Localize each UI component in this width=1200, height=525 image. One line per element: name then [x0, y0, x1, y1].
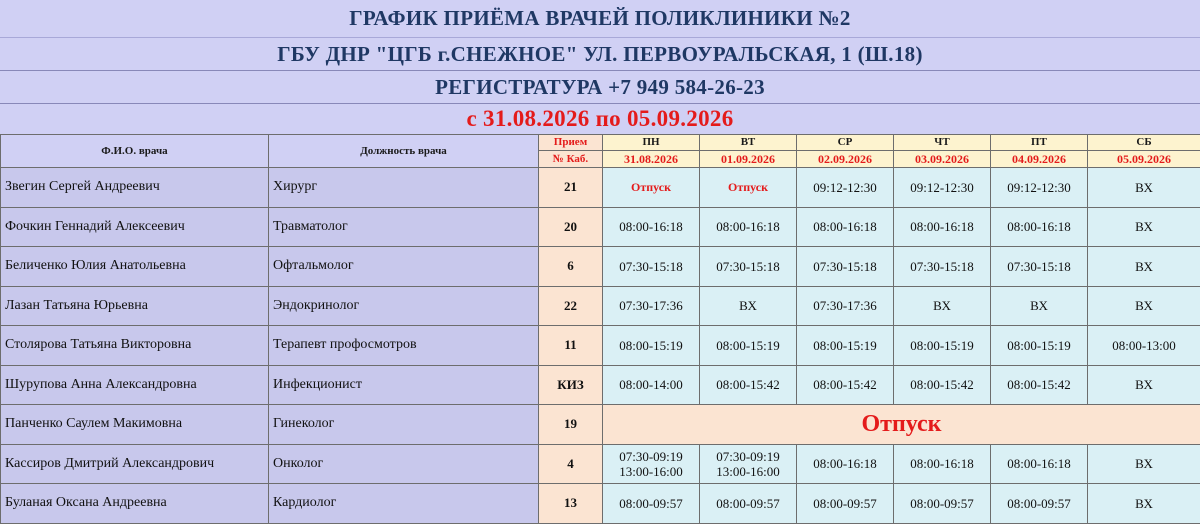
schedule-cell: 08:00-15:19 — [797, 326, 894, 366]
table-row — [1, 444, 1200, 484]
doctor-name: Панченко Саулем Макимовна — [1, 405, 269, 445]
doctor-position: Гинеколог — [269, 405, 539, 445]
schedule-cell: 08:00-15:19 — [700, 326, 797, 366]
registry-phone: РЕГИСТРАТУРА +7 949 584-26-23 — [0, 71, 1200, 104]
day-date: 31.08.2026 — [624, 152, 678, 166]
schedule-cell: 08:00-15:42 — [991, 365, 1088, 405]
day-name: СР — [797, 135, 893, 151]
schedule-cell: 08:00-15:19 — [603, 326, 700, 366]
schedule-cell: 08:00-16:18 — [894, 207, 991, 247]
schedule-cell: 08:00-16:18 — [991, 207, 1088, 247]
doctor-position: Инфекционист — [269, 365, 539, 405]
cabinet-number: 13 — [539, 484, 603, 524]
doctor-position: Травматолог — [269, 207, 539, 247]
cabinet-number: 22 — [539, 286, 603, 326]
day-date: 05.09.2026 — [1117, 152, 1171, 166]
schedule-cell: 08:00-16:18 — [797, 444, 894, 484]
schedule-cell — [700, 444, 797, 484]
schedule-cell: 08:00-15:19 — [894, 326, 991, 366]
clinic-address: ГБУ ДНР "ЦГБ г.СНЕЖНОЕ" УЛ. ПЕРВОУРАЛЬСКАЯ, 1 (Ш.18) — [0, 38, 1200, 71]
schedule-table — [0, 134, 1200, 524]
schedule-shift: 13:00-16:00 — [619, 463, 683, 479]
column-header-cabinet — [539, 135, 603, 168]
schedule-period: с 31.08.2026 по 05.09.2026 — [0, 104, 1200, 134]
schedule-cell: ВХ — [700, 286, 797, 326]
schedule-cell: 07:30-15:18 — [991, 247, 1088, 287]
day-name: ПТ — [991, 135, 1087, 151]
schedule-cell: ВХ — [1088, 168, 1200, 208]
cabinet-number: КИЗ — [539, 365, 603, 405]
schedule-cell: 08:00-16:18 — [797, 207, 894, 247]
schedule-cell: 07:30-15:18 — [797, 247, 894, 287]
doctor-position: Эндокринолог — [269, 286, 539, 326]
doctor-name: Шурупова Анна Александровна — [1, 365, 269, 405]
column-header-day-tue — [700, 135, 797, 168]
schedule-cell: 07:30-15:18 — [894, 247, 991, 287]
schedule-cell: 07:30-15:18 — [700, 247, 797, 287]
schedule-cell: 08:00-09:57 — [991, 484, 1088, 524]
schedule-cell: 07:30-17:36 — [797, 286, 894, 326]
table-row — [1, 168, 1200, 208]
column-header-day-sat — [1088, 135, 1200, 168]
doctor-name: Фочкин Геннадий Алексеевич — [1, 207, 269, 247]
schedule-cell: 08:00-16:18 — [991, 444, 1088, 484]
schedule-cell: 08:00-09:57 — [894, 484, 991, 524]
doctor-position: Хирург — [269, 168, 539, 208]
doctor-position: Онколог — [269, 444, 539, 484]
schedule-cell: 09:12-12:30 — [894, 168, 991, 208]
day-name: ПН — [603, 135, 699, 151]
day-date: 02.09.2026 — [818, 152, 872, 166]
day-name: СБ — [1088, 135, 1200, 151]
vacation-cell: Отпуск — [603, 405, 1200, 445]
doctor-position: Кардиолог — [269, 484, 539, 524]
schedule-cell: 07:30-15:18 — [603, 247, 700, 287]
doctor-name: Звегин Сергей Андреевич — [1, 168, 269, 208]
day-name: ЧТ — [894, 135, 990, 151]
schedule-cell: Отпуск — [700, 168, 797, 208]
cabinet-number: 4 — [539, 444, 603, 484]
schedule-cell: 08:00-16:18 — [700, 207, 797, 247]
schedule-cell — [603, 444, 700, 484]
schedule-cell: 08:00-14:00 — [603, 365, 700, 405]
doctor-name: Столярова Татьяна Викторовна — [1, 326, 269, 366]
schedule-cell: 08:00-15:42 — [700, 365, 797, 405]
schedule-cell: 08:00-16:18 — [894, 444, 991, 484]
schedule-cell: 08:00-15:19 — [991, 326, 1088, 366]
schedule-shift: 13:00-16:00 — [716, 463, 780, 479]
cabinet-number: 20 — [539, 207, 603, 247]
cabinet-number: 6 — [539, 247, 603, 287]
schedule-cell: 07:30-17:36 — [603, 286, 700, 326]
day-date: 03.09.2026 — [915, 152, 969, 166]
doctor-name: Беличенко Юлия Анатольевна — [1, 247, 269, 287]
column-header-day-fri — [991, 135, 1088, 168]
schedule-cell: ВХ — [1088, 286, 1200, 326]
day-date: 04.09.2026 — [1012, 152, 1066, 166]
schedule-cell: 08:00-09:57 — [603, 484, 700, 524]
schedule-cell: ВХ — [1088, 365, 1200, 405]
schedule-cell: ВХ — [894, 286, 991, 326]
schedule-cell: 08:00-15:42 — [894, 365, 991, 405]
table-row — [1, 484, 1200, 524]
doctor-position: Терапевт профосмотров — [269, 326, 539, 366]
schedule-cell: ВХ — [991, 286, 1088, 326]
schedule-cell: ВХ — [1088, 247, 1200, 287]
table-row — [1, 365, 1200, 405]
cabinet-number: 19 — [539, 405, 603, 445]
schedule-cell: 09:12-12:30 — [797, 168, 894, 208]
schedule-cell: ВХ — [1088, 444, 1200, 484]
table-row — [1, 286, 1200, 326]
schedule-shift: 07:30-09:19 — [619, 448, 683, 464]
doctor-name: Кассиров Дмитрий Александрович — [1, 444, 269, 484]
column-header-day-mon — [603, 135, 700, 168]
schedule-cell: 08:00-15:42 — [797, 365, 894, 405]
column-header-day-wed — [797, 135, 894, 168]
schedule-shift: 07:30-09:19 — [716, 448, 780, 464]
column-header-fio: Ф.И.О. врача — [1, 135, 269, 168]
column-header-position: Должность врача — [269, 135, 539, 168]
table-row — [1, 326, 1200, 366]
cabinet-header-line2: № Каб. — [552, 153, 589, 165]
day-name: ВТ — [700, 135, 796, 151]
schedule-cell: 08:00-09:57 — [797, 484, 894, 524]
schedule-cell: 08:00-13:00 — [1088, 326, 1200, 366]
doctor-name: Буланая Оксана Андреевна — [1, 484, 269, 524]
cabinet-number: 21 — [539, 168, 603, 208]
doctor-name: Лазан Татьяна Юрьевна — [1, 286, 269, 326]
schedule-cell: 09:12-12:30 — [991, 168, 1088, 208]
schedule-cell: 08:00-16:18 — [603, 207, 700, 247]
cabinet-header-line1: Прием — [539, 135, 602, 151]
doctor-position: Офтальмолог — [269, 247, 539, 287]
schedule-cell: 08:00-09:57 — [700, 484, 797, 524]
table-row — [1, 207, 1200, 247]
table-row — [1, 405, 1200, 445]
schedule-title: ГРАФИК ПРИЁМА ВРАЧЕЙ ПОЛИКЛИНИКИ №2 — [0, 0, 1200, 38]
schedule-cell: Отпуск — [603, 168, 700, 208]
schedule-cell: ВХ — [1088, 484, 1200, 524]
table-row — [1, 247, 1200, 287]
day-date: 01.09.2026 — [721, 152, 775, 166]
schedule-cell: ВХ — [1088, 207, 1200, 247]
column-header-day-thu — [894, 135, 991, 168]
cabinet-number: 11 — [539, 326, 603, 366]
